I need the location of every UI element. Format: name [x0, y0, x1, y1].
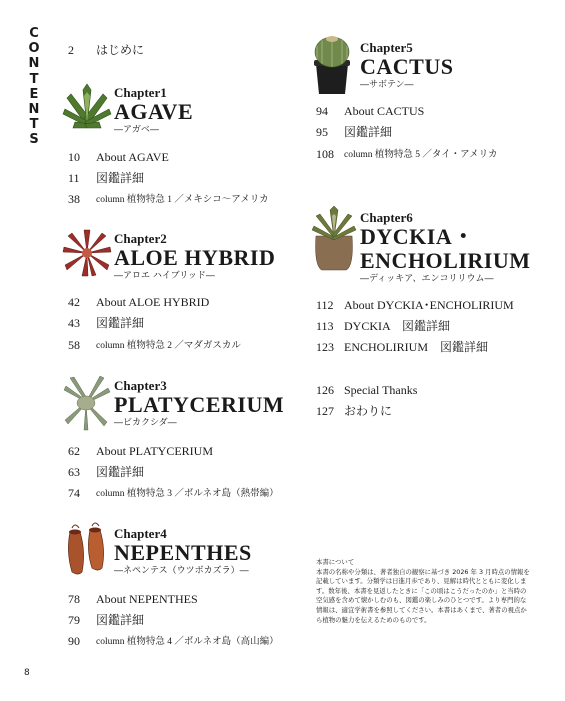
chapter-subtitle: ―ビカクシダ― — [114, 418, 177, 428]
entry-title: column 植物特急 1 ／メキシコ〜アメリカ — [96, 195, 269, 205]
contents-letter: O — [28, 41, 40, 57]
page-num: 126 — [316, 383, 334, 397]
entry-title: About CACTUS — [344, 104, 425, 118]
page-num: 112 — [316, 298, 334, 312]
page-num: 11 — [68, 171, 80, 185]
page-num: 74 — [68, 486, 80, 500]
contents-letter: C — [29, 26, 39, 41]
entry-title: 図鑑詳細 — [344, 125, 393, 139]
contents-letter: E — [29, 86, 39, 102]
page-num: 43 — [68, 316, 80, 330]
page-num: 127 — [316, 404, 334, 418]
chapter-title: ALOE HYBRID — [114, 245, 276, 270]
nepenthes-plant-icon — [64, 522, 110, 578]
entry-title: 図鑑詳細 — [96, 465, 145, 479]
note-body: 本書の名称や分類は、著者独自の観察に基づき 2026 年 3 月時点の情報を記載しています。分類学は日進月歩であり、見解は時代とともに変化します。数年後、本書を見返したときに「この頃はこうだったのか」と当時の空気感を含めて懐かしむのも、図鑑の楽しみのひとつです。より専門的な情報は、適宜学術書を参照してください。本書はあくまで、著者の視点から植物の魅力を伝えるためのものです。 — [316, 567, 530, 624]
page-num: 95 — [316, 125, 328, 139]
chapter-title: NEPENTHES — [114, 540, 252, 565]
entry-title: Special Thanks — [344, 383, 418, 397]
entry-title: 図鑑詳細 — [96, 613, 145, 627]
chapter-label: Chapter4 — [114, 526, 167, 541]
contents-letter: N — [28, 56, 40, 72]
chapter-title: AGAVE — [114, 99, 194, 124]
page-num: 78 — [68, 592, 80, 606]
contents-letter: N — [28, 102, 40, 118]
chapter-title: DYCKIA・ — [360, 224, 475, 249]
chapter-3-heading[interactable] — [114, 378, 284, 429]
entry-title: About DYCKIA･ENCHOLIRIUM — [344, 298, 514, 312]
chapter-subtitle: ―アガベ― — [114, 125, 159, 135]
note-heading: 本書について — [316, 558, 355, 566]
entry-title: column 植物特急 3 ／ボルネオ島（熱帯編） — [96, 489, 279, 499]
entry-title: column 植物特急 2 ／マダガスカル — [96, 341, 241, 351]
chapter-title-line2: ENCHOLIRIUM — [360, 248, 531, 273]
chapter-2-heading[interactable] — [114, 231, 275, 282]
contents-letter: S — [29, 132, 39, 148]
aloe-plant-icon — [62, 228, 112, 278]
dyckia-plant-icon — [310, 206, 358, 272]
entry-title: About NEPENTHES — [96, 592, 198, 606]
page-num: 90 — [68, 634, 80, 648]
chapter-subtitle: ―アロエ ハイブリッド― — [114, 271, 215, 281]
page-num: 42 — [68, 295, 80, 309]
entry-title: About ALOE HYBRID — [96, 295, 210, 309]
page-num: 79 — [68, 613, 80, 627]
contents-letter: T — [29, 117, 39, 133]
entry-title: おわりに — [344, 404, 393, 418]
chapter-title: CACTUS — [360, 54, 454, 79]
chapter-subtitle: ―ネペンテス（ウツボカズラ）― — [114, 566, 249, 576]
page-number: 8 — [24, 668, 30, 678]
page-num: 113 — [316, 319, 334, 333]
chapter-label: Chapter1 — [114, 85, 167, 100]
chapter-1-heading[interactable] — [114, 85, 193, 136]
entry-title: はじめに — [96, 43, 145, 57]
entry-title: column 植物特急 5 ／タイ・アメリカ — [344, 150, 498, 160]
chapter-label: Chapter6 — [360, 210, 413, 225]
page-num: 123 — [316, 340, 334, 354]
page-num: 38 — [68, 192, 80, 206]
page-num: 10 — [68, 150, 80, 164]
entry-title: About PLATYCERIUM — [96, 444, 214, 458]
platycerium-plant-icon — [60, 374, 112, 432]
page-num: 108 — [316, 147, 334, 161]
chapter-label: Chapter2 — [114, 231, 167, 246]
agave-plant-icon — [61, 82, 113, 134]
entry-title: About AGAVE — [96, 150, 169, 164]
entry-title: ENCHOLIRIUM 図鑑詳細 — [344, 340, 488, 354]
page-num: 2 — [68, 43, 74, 57]
chapter-label: Chapter5 — [360, 40, 413, 55]
entry-title: DYCKIA 図鑑詳細 — [344, 319, 451, 333]
contents-vertical-title — [27, 26, 41, 148]
chapter-label: Chapter3 — [114, 378, 167, 393]
page-num: 58 — [68, 338, 80, 352]
entry-title: 図鑑詳細 — [96, 316, 145, 330]
chapter-4-heading[interactable] — [114, 526, 252, 577]
cactus-plant-icon — [308, 30, 356, 96]
chapter-6-heading[interactable] — [360, 210, 531, 285]
book-note — [316, 558, 531, 625]
chapter-5-heading[interactable] — [360, 40, 453, 91]
chapter-title: PLATYCERIUM — [114, 392, 285, 417]
page-num: 62 — [68, 444, 80, 458]
page-num: 63 — [68, 465, 80, 479]
contents-letter: T — [29, 71, 39, 87]
chapter-subtitle: ―ディッキア、エンコリリウム― — [360, 274, 494, 284]
chapter-subtitle: ―サボテン― — [360, 80, 414, 90]
page-num: 94 — [316, 104, 328, 118]
entry-title: column 植物特急 4 ／ボルネオ島（高山編） — [96, 637, 279, 647]
entry-title: 図鑑詳細 — [96, 171, 145, 185]
